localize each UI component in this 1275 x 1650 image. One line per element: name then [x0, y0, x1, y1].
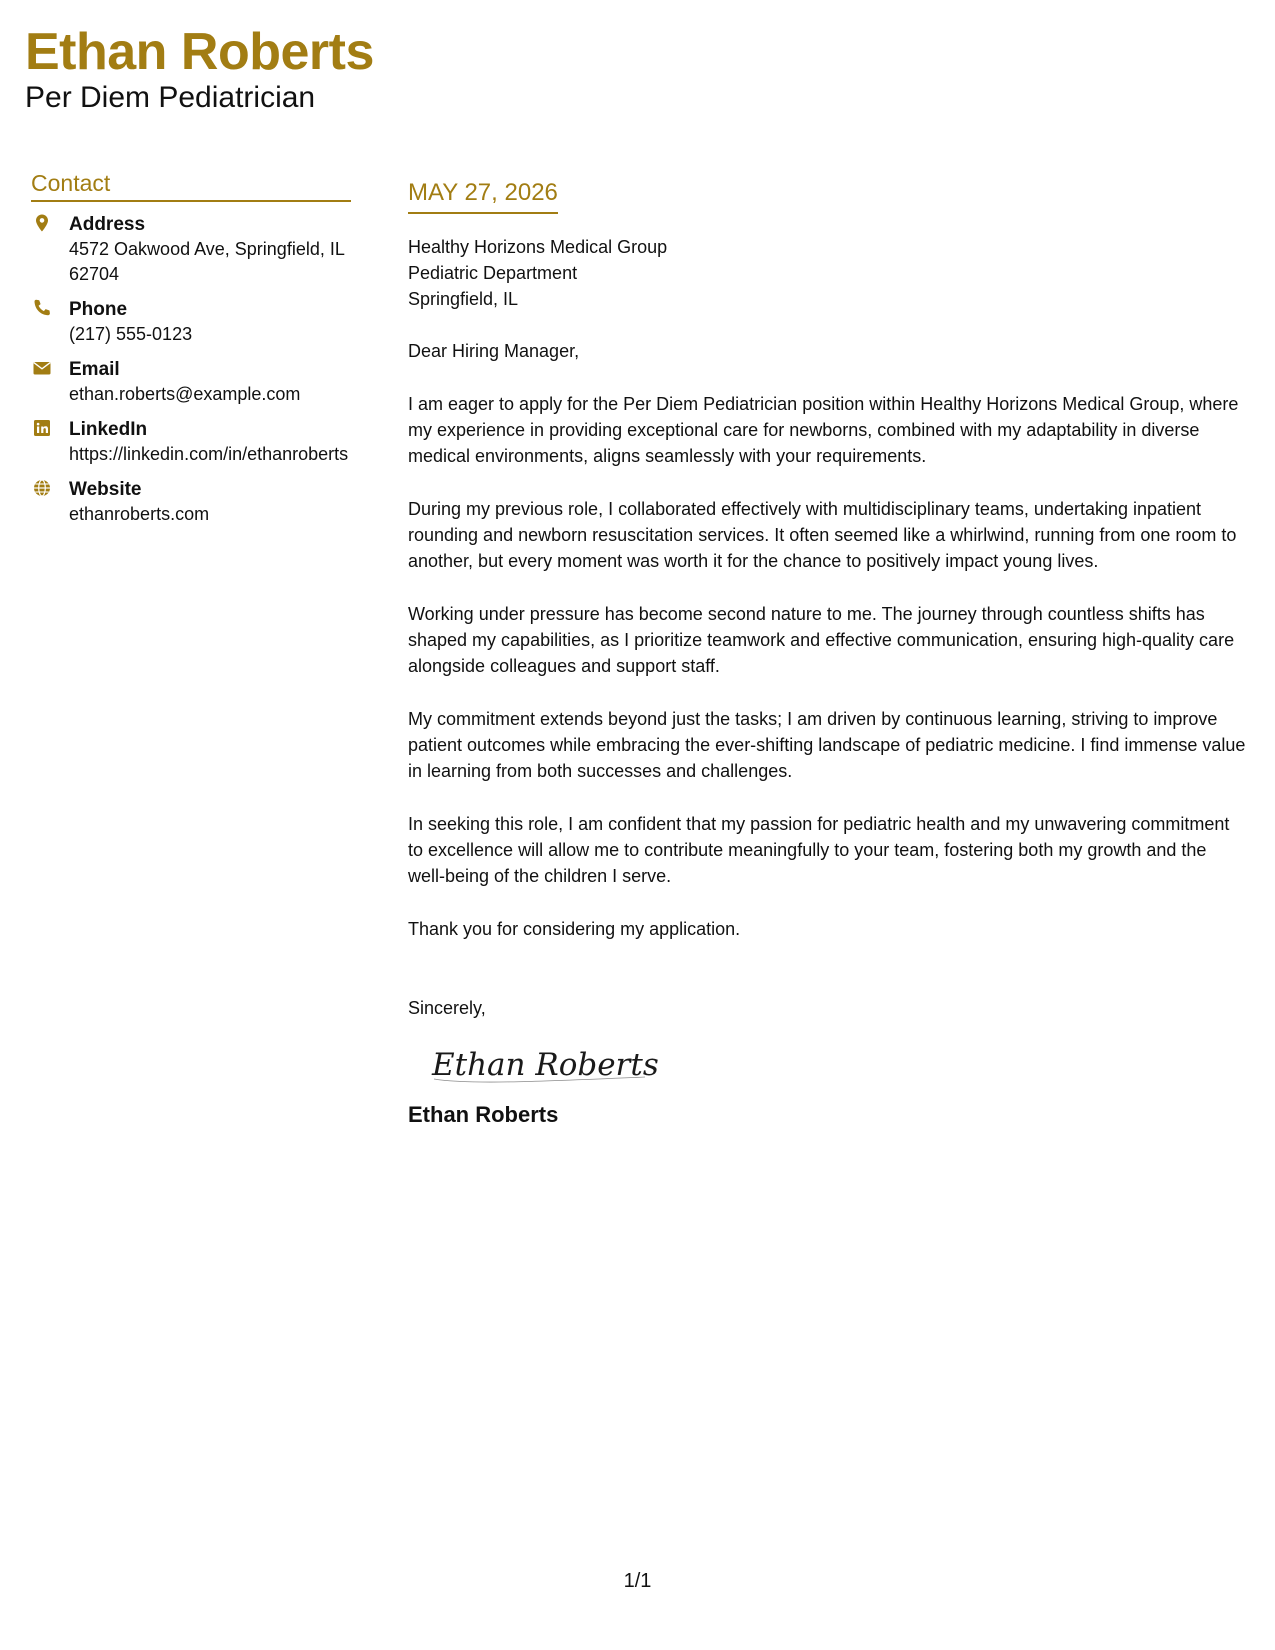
- email-link[interactable]: ethan.roberts@example.com: [69, 384, 301, 404]
- email-label: Email: [69, 359, 120, 380]
- greeting: Dear Hiring Manager,: [408, 341, 580, 361]
- address-value: 4572 Oakwood Ave, Springfield, IL 62704: [69, 239, 345, 284]
- linkedin-link[interactable]: https://linkedin.com/in/ethanroberts: [69, 444, 349, 464]
- map-pin-icon: [32, 213, 52, 233]
- website-link[interactable]: ethanroberts.com: [69, 504, 210, 524]
- recipient-line: Pediatric Department: [408, 263, 578, 283]
- job-title: Per Diem Pediatrician: [25, 81, 316, 114]
- recipient-line: Healthy Horizons Medical Group: [408, 237, 668, 257]
- website-label: Website: [69, 479, 142, 500]
- body-paragraph: Working under pressure has become second nature to me. The journey through countless shifts has shaped my capabilities, as I prioritize teamwork and effective communication, ensuring high-quality care alongside colleagues and support staff.: [408, 604, 1235, 676]
- recipient-line: Springfield, IL: [408, 289, 519, 309]
- body-paragraph: In seeking this role, I am confident that my passion for pediatric health and my unwavering commitment to excellence will allow me to contribute meaningfully to your team, fostering both my growth and the well-being of the children I serve.: [408, 814, 1230, 886]
- closing: Sincerely,: [408, 998, 486, 1018]
- applicant-name: Ethan Roberts: [25, 23, 374, 81]
- signature-text: Ethan Roberts: [432, 1047, 659, 1083]
- date-underline: [408, 178, 558, 214]
- contact-website: [31, 477, 351, 527]
- letter-date: MAY 27, 2026: [408, 179, 558, 206]
- recipient-block: [408, 234, 1248, 312]
- body-paragraph: My commitment extends beyond just the tasks; I am driven by continuous learning, striving to improve patient outcomes while embracing the ever-shifting landscape of pediatric medicine. I find immense value in learning from both successes and challenges.: [408, 709, 1246, 781]
- linkedin-label: LinkedIn: [69, 419, 148, 440]
- phone-value[interactable]: (217) 555-0123: [69, 324, 193, 344]
- body-paragraph: Thank you for considering my application.: [408, 919, 741, 939]
- address-label: Address: [69, 214, 146, 235]
- linkedin-icon: [32, 418, 52, 438]
- letter-body: [408, 178, 1248, 1129]
- body-paragraph: I am eager to apply for the Per Diem Pediatrician position within Healthy Horizons Medical Group, where my experience in providing exceptional care for newborns, combined with my adaptability in diverse medical environments, aligns seamlessly with your requirements.: [408, 394, 1239, 466]
- contact-heading: Contact: [31, 168, 351, 202]
- contact-linkedin: [31, 417, 351, 467]
- globe-icon: [32, 478, 52, 498]
- contact-email: [31, 357, 351, 407]
- phone-icon: [32, 298, 52, 318]
- contact-address: [31, 212, 351, 287]
- envelope-icon: [32, 358, 52, 378]
- contact-phone: [31, 297, 351, 347]
- handwritten-signature: [430, 1041, 660, 1087]
- page-number: 1/1: [623, 1570, 652, 1592]
- contact-sidebar: [31, 168, 351, 527]
- body-paragraph: During my previous role, I collaborated effectively with multidisciplinary teams, undertaking inpatient rounding and newborn resuscitation services. It often seemed like a whirlwind, running from one room to another, but every moment was worth it for the chance to positively impact young lives.: [408, 499, 1237, 571]
- phone-label: Phone: [69, 299, 128, 320]
- signer-name: Ethan Roberts: [408, 1102, 559, 1127]
